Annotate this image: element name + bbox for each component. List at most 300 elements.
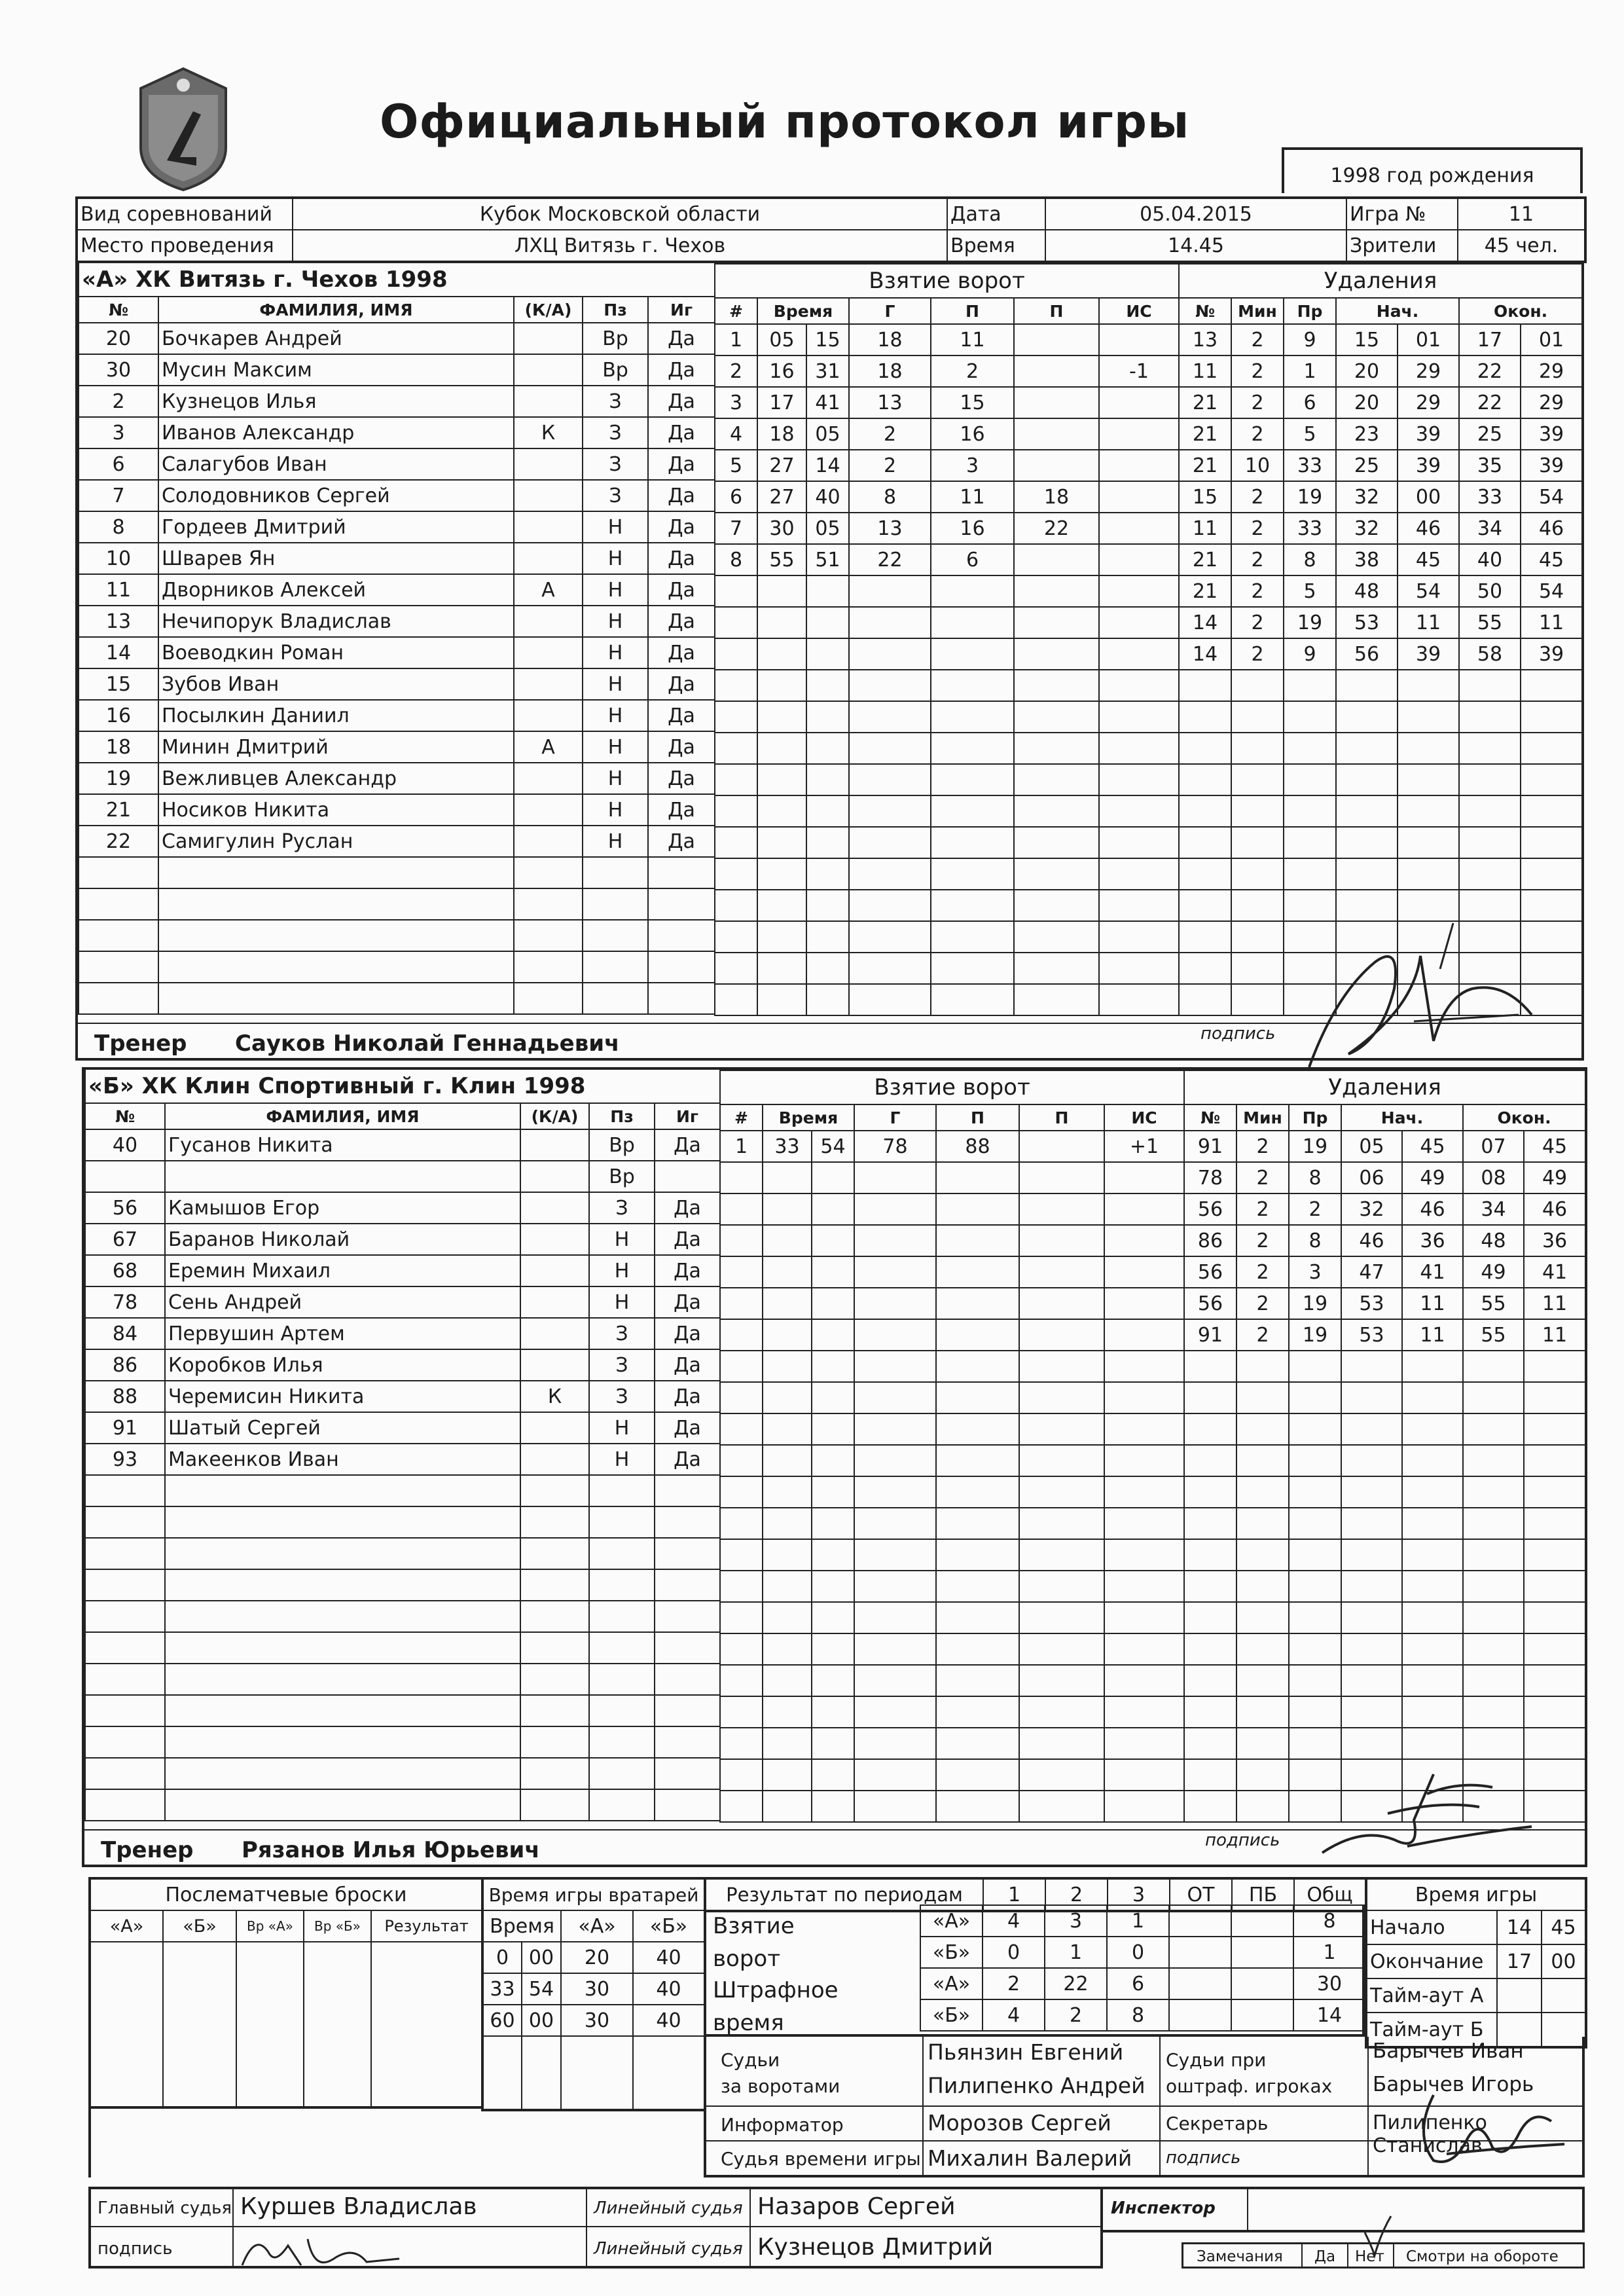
goal-strength [1104, 1602, 1184, 1633]
goal-scorer [854, 1571, 936, 1602]
goal-assist-2: 18 [1014, 481, 1099, 513]
player-number: 7 [79, 480, 158, 511]
table-row [1179, 450, 1582, 481]
penalty-end-sec [1521, 764, 1582, 795]
penalty-reason [1289, 1413, 1341, 1445]
goal-strength [1104, 1256, 1184, 1288]
penalty-start-min: 53 [1336, 607, 1398, 638]
goal-scorer [854, 1194, 936, 1225]
pen-col-min: Мин [1231, 298, 1284, 324]
goal-strength [1099, 795, 1179, 827]
penalty-end-sec: 45 [1524, 1131, 1585, 1162]
player-played: Да [648, 668, 715, 700]
goal-judge-1: Пьянзин Евгений [928, 2039, 1124, 2065]
player-played: Да [655, 1381, 720, 1412]
goal-second [812, 1413, 854, 1445]
goal-strength [1104, 1445, 1184, 1476]
goal-number [720, 1665, 763, 1696]
penalty-start-sec [1402, 1476, 1463, 1508]
penalties-b-period-2: 2 [1045, 1999, 1107, 2031]
penalty-player [1179, 733, 1231, 764]
penalty-start-sec [1398, 795, 1459, 827]
player-number: 93 [85, 1444, 165, 1475]
penalty-start-min: 47 [1341, 1256, 1402, 1288]
goal-assist-1 [931, 764, 1014, 795]
goal-col-p1: П [931, 298, 1014, 324]
table-row [85, 1192, 720, 1224]
penalty-player [1184, 1571, 1236, 1602]
player-number [85, 1538, 165, 1569]
player-position: З [589, 1318, 655, 1349]
penalty-start-min [1336, 701, 1398, 733]
goal-second [812, 1633, 854, 1665]
remarks-no: Нет [1355, 2248, 1384, 2265]
table-row [715, 638, 1179, 670]
table-row [1184, 1508, 1585, 1539]
table-row [920, 1905, 1365, 1937]
player-role [514, 480, 583, 511]
table-row [715, 387, 1179, 418]
penalty-player [1179, 701, 1231, 733]
goal-assist-2 [1019, 1445, 1104, 1476]
penalty-player: 86 [1184, 1225, 1236, 1256]
goal-second [812, 1382, 854, 1413]
penalty-end-sec: 36 [1524, 1225, 1585, 1256]
player-name [165, 1601, 520, 1632]
table-row [1184, 1602, 1585, 1633]
table-row [720, 1194, 1184, 1225]
table-row [1179, 733, 1582, 764]
penalty-start-sec [1402, 1665, 1463, 1696]
goal-second [806, 984, 849, 1015]
goal-scorer [849, 890, 931, 921]
goal-second [806, 733, 849, 764]
goal-col-p1: П [936, 1104, 1019, 1131]
goal-strength [1104, 1288, 1184, 1319]
goal-scorer [854, 1288, 936, 1319]
penalty-player: 13 [1179, 324, 1231, 355]
penalty-start-min [1341, 1602, 1402, 1633]
goal-assist-2 [1014, 984, 1099, 1015]
penalty-minutes: 2 [1231, 575, 1284, 607]
penalty-end-sec: 54 [1521, 481, 1582, 513]
goal-strength [1099, 638, 1179, 670]
goal-number: 7 [715, 513, 757, 544]
table-row [79, 826, 715, 857]
penalty-player [1184, 1539, 1236, 1571]
penalty-end-sec: 41 [1524, 1256, 1585, 1288]
player-name [158, 888, 514, 920]
remarks-checkmark [1362, 2213, 1394, 2259]
goal-second [806, 607, 849, 638]
penalty-minutes: 2 [1236, 1162, 1289, 1194]
goal-strength [1104, 1633, 1184, 1665]
table-row [1184, 1382, 1585, 1413]
goal-scorer [854, 1319, 936, 1351]
goal-minute [763, 1791, 812, 1822]
pen-col-pr: Пр [1289, 1104, 1341, 1131]
penalty-end-sec: 39 [1521, 418, 1582, 450]
player-role [520, 1192, 589, 1224]
period-col-1: 1 [983, 1878, 1045, 1911]
penalty-reason: 19 [1284, 607, 1336, 638]
penalty-minutes [1231, 921, 1284, 953]
table-row [1179, 355, 1582, 387]
goal-number: 6 [715, 481, 757, 513]
player-name: Зубов Иван [158, 668, 514, 700]
penalty-player [1179, 984, 1231, 1015]
goal-second [812, 1696, 854, 1728]
goal-minute [763, 1319, 812, 1351]
player-played [648, 951, 715, 983]
player-number [79, 983, 158, 1014]
goal-minute [757, 670, 806, 701]
table-row [715, 513, 1179, 544]
penalty-start-min: 05 [1341, 1131, 1402, 1162]
goal-second [812, 1225, 854, 1256]
penalty-player: 21 [1179, 575, 1231, 607]
penalty-minutes: 2 [1231, 324, 1284, 355]
goal-strength [1104, 1791, 1184, 1822]
player-name [165, 1695, 520, 1726]
penalty-end-sec [1524, 1382, 1585, 1413]
penalty-end-min: 22 [1459, 387, 1521, 418]
goal-scorer: 2 [849, 450, 931, 481]
penalty-start-min [1336, 670, 1398, 701]
goal-assist-1 [936, 1759, 1019, 1791]
table-row [1184, 1539, 1585, 1571]
goal-assist-2 [1014, 355, 1099, 387]
table-row [85, 1318, 720, 1349]
penalty-start-min [1336, 858, 1398, 890]
pen-col-num: № [1184, 1104, 1236, 1131]
penalty-judges-label-line2: оштраф. игроках [1166, 2075, 1333, 2097]
goal-scorer [854, 1351, 936, 1382]
penalty-start-min: 56 [1336, 638, 1398, 670]
player-played [655, 1538, 720, 1569]
penalty-end-sec: 11 [1524, 1288, 1585, 1319]
table-row [1184, 1288, 1585, 1319]
penalty-player [1184, 1476, 1236, 1508]
goal-second [806, 858, 849, 890]
penalty-start-min [1341, 1633, 1402, 1665]
penalty-start-sec: 45 [1402, 1131, 1463, 1162]
goal-second: 15 [806, 324, 849, 355]
penalty-player: 56 [1184, 1194, 1236, 1225]
player-played: Да [648, 574, 715, 606]
table-row [720, 1413, 1184, 1445]
goal-second [806, 890, 849, 921]
goal-number [720, 1288, 763, 1319]
goal-second: 51 [806, 544, 849, 575]
table-row [720, 1602, 1184, 1633]
spectators-label: Зрители [1346, 230, 1458, 262]
penalty-minutes: 2 [1236, 1225, 1289, 1256]
player-name: Еремин Михаил [165, 1255, 520, 1286]
player-position: Н [589, 1286, 655, 1318]
goal-second [812, 1759, 854, 1791]
player-number [85, 1506, 165, 1538]
goal-judges-label-line2: за воротами [721, 2075, 840, 2097]
player-number [85, 1664, 165, 1695]
player-position: Н [583, 794, 648, 826]
player-role [520, 1632, 589, 1664]
penalty-player [1179, 827, 1231, 858]
penalty-start-sec [1402, 1508, 1463, 1539]
goals-b-period-2: 1 [1045, 1937, 1107, 1968]
penalty-player: 56 [1184, 1288, 1236, 1319]
penalty-player [1179, 890, 1231, 921]
penalties-b-period-total: 14 [1293, 1999, 1365, 2031]
player-name [165, 1758, 520, 1789]
table-row [79, 763, 715, 794]
main-referee-name: Куршев Владислав [240, 2193, 477, 2220]
goal-assist-2 [1014, 890, 1099, 921]
penalty-start-min [1341, 1382, 1402, 1413]
penalty-reason: 5 [1284, 418, 1336, 450]
goal-scorer [849, 858, 931, 890]
player-position: Н [589, 1255, 655, 1286]
goal-assist-2 [1019, 1351, 1104, 1382]
col-ka: (К/А) [514, 297, 583, 323]
penalty-reason: 33 [1284, 450, 1336, 481]
goal-number: 1 [720, 1131, 763, 1162]
table-row [1184, 1476, 1585, 1508]
goal-assist-2 [1019, 1571, 1104, 1602]
penalty-minutes [1236, 1539, 1289, 1571]
shootout-col-b: «Б» [163, 1910, 236, 1942]
table-row [920, 1999, 1365, 2031]
table-row [720, 1759, 1184, 1791]
player-played: Да [648, 323, 715, 354]
goal-strength [1099, 670, 1179, 701]
table-row [1184, 1413, 1585, 1445]
penalty-start-sec [1402, 1445, 1463, 1476]
player-number [85, 1695, 165, 1726]
goal-strength [1104, 1759, 1184, 1791]
goalie-a-number: 30 [561, 1973, 633, 2005]
player-position: Вр [589, 1129, 655, 1161]
goal-second: 41 [806, 387, 849, 418]
player-name: Воеводкин Роман [158, 637, 514, 668]
penalty-end-min [1463, 1476, 1524, 1508]
player-number: 56 [85, 1192, 165, 1224]
penalty-reason [1289, 1351, 1341, 1382]
player-role [514, 857, 583, 888]
penalty-minutes [1236, 1602, 1289, 1633]
penalty-start-sec [1402, 1602, 1463, 1633]
goal-assist-1 [936, 1728, 1019, 1759]
goal-assist-2 [1014, 638, 1099, 670]
penalty-reason [1284, 827, 1336, 858]
col-number: № [79, 297, 158, 323]
player-number [85, 1161, 165, 1192]
goal-scorer [849, 701, 931, 733]
player-role [514, 637, 583, 668]
player-played: Да [655, 1224, 720, 1255]
player-position: Н [589, 1444, 655, 1475]
player-played: Да [648, 511, 715, 543]
goal-minute: 18 [757, 418, 806, 450]
player-position [589, 1632, 655, 1664]
penalty-reason: 8 [1289, 1225, 1341, 1256]
goal-minute [757, 733, 806, 764]
penalty-player [1179, 921, 1231, 953]
table-row [79, 480, 715, 511]
penalty-end-min [1459, 701, 1521, 733]
table-row [715, 733, 1179, 764]
player-played [655, 1758, 720, 1789]
goal-scorer [849, 575, 931, 607]
goal-second [806, 827, 849, 858]
penalty-reason [1289, 1539, 1341, 1571]
goals-b-period-ot [1169, 1937, 1231, 1968]
penalty-end-sec [1524, 1413, 1585, 1445]
penalty-player: 21 [1179, 418, 1231, 450]
penalty-minutes [1231, 795, 1284, 827]
goal-minute: 27 [757, 481, 806, 513]
col-number: № [85, 1103, 165, 1129]
penalty-minutes: 2 [1231, 638, 1284, 670]
penalty-minutes [1231, 984, 1284, 1015]
player-position [589, 1758, 655, 1789]
player-role [520, 1224, 589, 1255]
goal-scorer [854, 1445, 936, 1476]
penalty-start-sec: 41 [1402, 1256, 1463, 1288]
player-number: 21 [79, 794, 158, 826]
period-col-total: Общ [1294, 1878, 1366, 1911]
table-row [85, 1601, 720, 1632]
penalty-reason [1284, 795, 1336, 827]
table-row [85, 1758, 720, 1789]
penalty-start-min: 46 [1341, 1225, 1402, 1256]
player-number [85, 1632, 165, 1664]
player-number [79, 857, 158, 888]
penalty-minutes [1236, 1508, 1289, 1539]
penalty-minutes [1236, 1445, 1289, 1476]
penalty-player [1184, 1759, 1236, 1791]
goal-assist-2 [1019, 1508, 1104, 1539]
goal-assist-1: 11 [931, 481, 1014, 513]
penalty-start-sec [1398, 764, 1459, 795]
shootout-col-gk-a: Вр «А» [236, 1910, 304, 1942]
penalty-end-sec [1524, 1633, 1585, 1665]
goal-col-is: ИС [1104, 1104, 1184, 1131]
team-a-title: «А» ХК Витязь г. Чехов 1998 [79, 263, 715, 297]
team-a-goals-table [714, 263, 1180, 1016]
goal-minute [757, 607, 806, 638]
goal-assist-1 [931, 575, 1014, 607]
penalties-b-period-so [1231, 1999, 1293, 2031]
penalty-player: 91 [1184, 1319, 1236, 1351]
penalty-judges-label-line1: Судьи при [1166, 2049, 1267, 2071]
table-row [85, 1664, 720, 1695]
main-referee-sign-label: подпись [98, 2239, 173, 2259]
timeout-a-label: Тайм-аут А [1366, 1978, 1497, 2013]
goal-scorer [854, 1633, 936, 1665]
penalty-end-sec [1524, 1696, 1585, 1728]
game-end-hour: 17 [1497, 1944, 1542, 1978]
period-results-body [704, 1906, 1365, 2037]
penalty-minutes [1236, 1351, 1289, 1382]
goal-minute [763, 1508, 812, 1539]
goal-strength [1099, 701, 1179, 733]
penalty-player [1184, 1351, 1236, 1382]
penalty-reason: 19 [1289, 1319, 1341, 1351]
goal-second [812, 1256, 854, 1288]
goal-assist-2 [1014, 544, 1099, 575]
player-position: Н [589, 1412, 655, 1444]
player-number [79, 920, 158, 951]
penalty-reason [1289, 1696, 1341, 1728]
table-row [85, 1255, 720, 1286]
penalty-start-sec: 29 [1398, 355, 1459, 387]
player-name [165, 1569, 520, 1601]
table-row [715, 701, 1179, 733]
goal-minute [763, 1759, 812, 1791]
goal-second [812, 1791, 854, 1822]
player-role [520, 1318, 589, 1349]
penalty-start-min: 06 [1341, 1162, 1402, 1194]
goal-assist-1 [936, 1696, 1019, 1728]
player-name [165, 1726, 520, 1758]
goal-assist-1 [936, 1194, 1019, 1225]
player-number [85, 1601, 165, 1632]
goal-assist-1 [931, 890, 1014, 921]
player-played: Да [648, 386, 715, 417]
line-judge-1-name: Назаров Сергей [757, 2193, 956, 2220]
player-name: Салагубов Иван [158, 448, 514, 480]
line-judge-2-label: Линейный судья [594, 2239, 743, 2259]
table-row [715, 858, 1179, 890]
penalty-reason [1289, 1445, 1341, 1476]
penalty-end-min: 34 [1459, 513, 1521, 544]
goal-number [720, 1225, 763, 1256]
player-role [520, 1664, 589, 1695]
player-played [655, 1664, 720, 1695]
period-col-ot: ОТ [1170, 1878, 1232, 1911]
table-row [720, 1445, 1184, 1476]
penalty-reason [1289, 1602, 1341, 1633]
goals-a-period-total: 8 [1293, 1905, 1365, 1937]
player-played [655, 1789, 720, 1821]
player-played [655, 1506, 720, 1538]
secretary-label: Секретарь [1166, 2113, 1269, 2134]
game-start-label: Начало [1366, 1910, 1497, 1944]
goalie-minute: 33 [482, 1973, 522, 2005]
pen-col-end: Окон. [1459, 298, 1582, 324]
goalie-col-b: «Б» [633, 1910, 705, 1942]
team-b-goal-rows [720, 1131, 1184, 1822]
table-row [1179, 481, 1582, 513]
penalty-start-sec: 49 [1402, 1162, 1463, 1194]
goalie-second: 00 [522, 1942, 561, 1973]
goal-second [812, 1602, 854, 1633]
penalty-start-min: 48 [1336, 575, 1398, 607]
line-judge-1-label: Линейный судья [594, 2198, 743, 2218]
player-position [589, 1475, 655, 1506]
penalty-player: 11 [1179, 355, 1231, 387]
penalty-start-min: 15 [1336, 324, 1398, 355]
goal-assist-2 [1014, 701, 1099, 733]
table-row [720, 1696, 1184, 1728]
penalty-start-sec: 54 [1398, 575, 1459, 607]
penalty-end-sec [1521, 858, 1582, 890]
goal-assist-1 [936, 1539, 1019, 1571]
goal-strength [1099, 575, 1179, 607]
timeout-b-label: Тайм-аут Б [1366, 2013, 1497, 2047]
penalty-reason: 19 [1289, 1131, 1341, 1162]
